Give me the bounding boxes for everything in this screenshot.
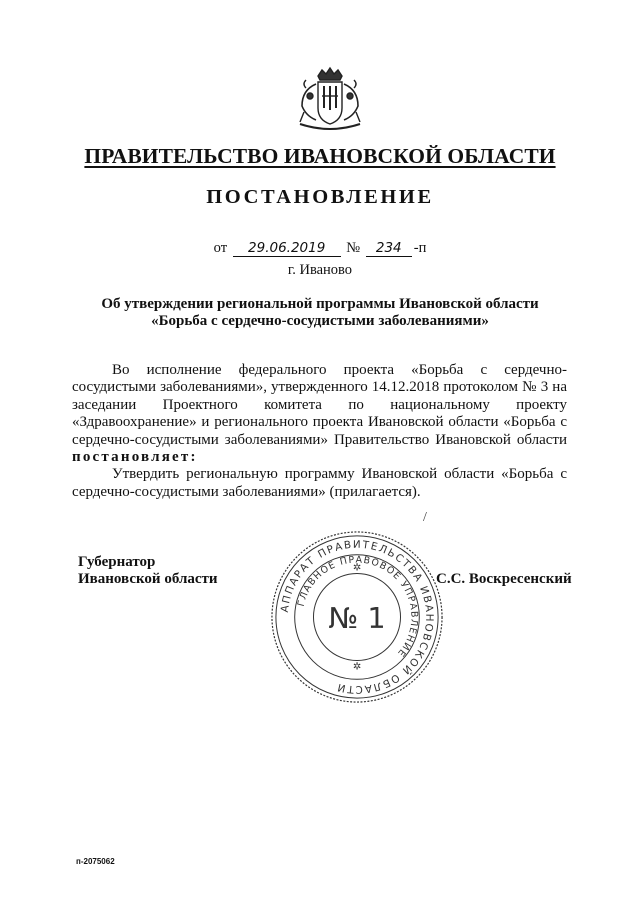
- city: г. Иваново: [287, 262, 353, 278]
- position-line-1: Губернатор: [78, 554, 156, 570]
- decree-word: постановляет:: [72, 449, 198, 466]
- footer-code: п-2075062: [76, 857, 115, 866]
- body-paragraph-1: [72, 362, 567, 466]
- handwritten-tick-mark: /: [423, 510, 427, 525]
- government-title: ПРАВИТЕЛЬСТВО ИВАНОВСКОЙ ОБЛАСТИ: [84, 144, 556, 168]
- document-body: [72, 362, 567, 501]
- document-number: 234: [366, 240, 412, 257]
- stamp-star-top: ✲: [352, 562, 362, 574]
- document-type: ПОСТАНОВЛЕНИЕ: [206, 186, 434, 208]
- body-paragraph-1-text: Во исполнение федерального проекта «Борьба с сердечно-сосудистыми заболеваниями», утвержденного 14.12.2018 протоколом № 3 на заседании Проектного комитета по национальному проекту «Здравоохранение» и регионального проекта Ивановской области «Борьба с сердечно-сосудистыми заболеваниями» Правительство Ивановской области: [72, 362, 567, 448]
- signatory-name: С.С. Воскресенский: [436, 571, 572, 587]
- stamp-star-bottom: ✲: [352, 661, 362, 673]
- position-line-2: Ивановской области: [78, 571, 218, 588]
- subject-line-1: Об утверждении региональной программы Ивановской области: [101, 296, 539, 312]
- document-date: 29.06.2019: [233, 240, 341, 257]
- body-paragraph-2: Утвердить региональную программу Ивановской области «Борьба с сердечно-сосудистыми заболеваниями» (прилагается).: [72, 466, 567, 500]
- official-seal-stamp: [268, 528, 446, 706]
- coat-of-arms-emblem: [290, 62, 370, 132]
- subject-line-2: «Борьба с сердечно-сосудистыми заболеваниями»: [151, 313, 489, 329]
- date-prefix: от: [213, 240, 228, 256]
- document-subject: [60, 296, 580, 330]
- date-number-line: [0, 240, 640, 257]
- stamp-number: № 1: [328, 600, 386, 635]
- signatory-position: [78, 554, 218, 589]
- stamp-inner-text: ГЛАВНОЕ ПРАВОВОЕ УПРАВЛЕНИЕ: [295, 554, 420, 660]
- stamp-outer-text: АППАРАТ ПРАВИТЕЛЬСТВА ИВАНОВСКОЙ ОБЛАСТИ: [278, 538, 436, 696]
- number-suffix: -п: [413, 240, 427, 256]
- number-prefix: №: [346, 240, 361, 256]
